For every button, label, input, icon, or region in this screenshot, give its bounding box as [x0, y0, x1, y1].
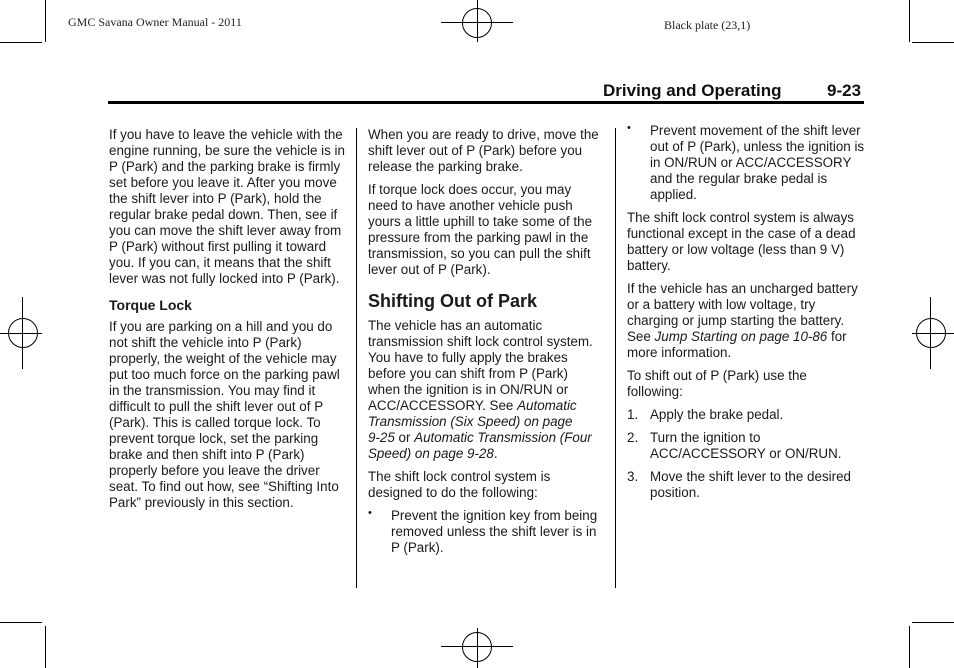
- paragraph: If you have to leave the vehicle with the engine running, be sure the vehicle is in P (Park) and the parking brake is firmly set before you leave it. After you move the shift lever into P (Park), hold the regular brake pedal down. Then, see if you can move the shift lever away from P (Park) without first pulling it toward you. If you can, it means that the shift lever was not fully locked into P (Park).: [109, 127, 345, 286]
- crop-mark: [45, 0, 46, 42]
- paragraph: The shift lock control system is designed to do the following:: [368, 469, 551, 500]
- bullet-dot-icon: •: [627, 122, 631, 134]
- column-3: [627, 123, 865, 508]
- document-title: GMC Savana Owner Manual - 2011: [68, 15, 242, 29]
- crop-mark: [0, 42, 42, 43]
- paragraph: To shift out of P (Park) use the following:: [627, 368, 807, 399]
- header-rule: [108, 101, 864, 104]
- paragraph: The vehicle has an automatic transmission shift lock control system. You have to fully apply the brakes before you can shift from P (Park) when the ignition is in ON/RUN or ACC/ACCESSORY. See Automatic Transmission (Six Speed) on page 9‑25 or Automatic Transmission (Four Speed) on page 9‑28.: [368, 318, 593, 461]
- crop-mark: [0, 622, 42, 623]
- crop-mark: [45, 626, 46, 668]
- bullet-item: • Prevent the ignition key from being removed unless the shift lever is in P (Park).: [368, 507, 598, 555]
- column-divider: [615, 128, 616, 588]
- crop-mark: [912, 42, 954, 43]
- heading-shifting-out-of-park: Shifting Out of Park: [368, 291, 537, 311]
- column-divider: [356, 128, 357, 588]
- cross-reference-link[interactable]: Automatic Transmission (Six Speed) on page 9‑25: [368, 398, 577, 445]
- paragraph: The shift lock control system is always functional except in the case of a dead battery or low voltage (less than 9 V) battery.: [627, 210, 856, 273]
- plate-label: Black plate (23,1): [664, 18, 751, 32]
- crop-mark: [909, 0, 910, 42]
- page-number: 9-23: [827, 81, 862, 100]
- paragraph: If torque lock does occur, you may need to have another vehicle push yours a little uphill to take some of the pressure from the parking pawl in the transmission, so you can pull the shift lever out of P (Park).: [368, 182, 593, 277]
- numbered-step: 2. Turn the ignition to ACC/ACCESSORY or ON/RUN.: [627, 430, 842, 461]
- section-title: Driving and Operating: [603, 81, 782, 100]
- paragraph: When you are ready to drive, move the shift lever out of P (Park) before you release the parking brake.: [368, 127, 599, 174]
- paragraph: If you are parking on a hill and you do not shift the vehicle into P (Park) properly, the weight of the vehicle may put too much force on the parking pawl in the transmission. You may find it difficult to pull the shift lever out of P (Park). This is called torque lock. To prevent torque lock, set the parking brake and then shift into P (Park) properly before you leave the driver seat. To find out how, see “Shifting Into Park” previously in this section.: [109, 319, 340, 510]
- subheading-torque-lock: Torque Lock: [109, 297, 192, 313]
- column-1: [109, 127, 349, 518]
- column-2: [368, 127, 602, 563]
- bullet-item: • Prevent movement of the shift lever out of P (Park), unless the ignition is in ON/RUN or ACC/ACCESSORY and the regular brake pedal is applied.: [627, 122, 865, 202]
- bullet-dot-icon: •: [368, 507, 372, 519]
- cross-reference-link[interactable]: Jump Starting on page 10‑86: [654, 329, 828, 344]
- crop-mark: [909, 626, 910, 668]
- numbered-step: 1. Apply the brake pedal.: [627, 407, 784, 422]
- cross-reference-link[interactable]: Automatic Transmission (Four Speed) on page 9‑28: [368, 430, 592, 461]
- paragraph: If the vehicle has an uncharged battery or a battery with low voltage, try charging or jump starting the battery. See Jump Starting on page 10‑86 for more information.: [627, 281, 858, 360]
- numbered-step: 3. Move the shift lever to the desired position.: [627, 469, 851, 500]
- crop-mark: [912, 622, 954, 623]
